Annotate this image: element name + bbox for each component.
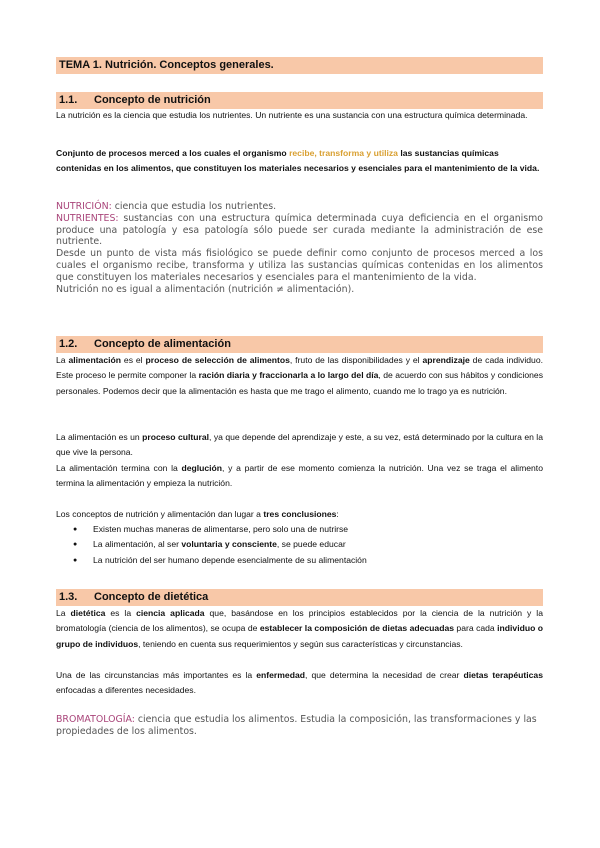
text: es el — [121, 355, 146, 365]
bold-text: ciencia aplicada — [136, 608, 205, 618]
section-number: 1.1. — [59, 94, 78, 106]
nutrition-intro: La nutrición es la ciencia que estudia los nutrientes. Un nutriente es una sustancia con una estructura química determinada. — [56, 110, 528, 120]
text: La alimentación termina con la — [56, 463, 182, 473]
dietetica-para-1 — [56, 606, 543, 652]
text: ciencia que estudia los nutrientes. — [111, 201, 277, 212]
text: enfocadas a diferentes necesidades. — [56, 685, 196, 696]
list-item — [56, 537, 543, 552]
text: , y a partir de ese momento comienza la nutrición. Una vez se traga el alimento termina la alimentación y empieza la nutrición. — [56, 463, 543, 489]
text: las sustancias químicas contenidas en los alimentos, que constituyen los materiales necesarios y esenciales para el mantenimiento de la vida. — [56, 148, 540, 174]
text: ciencia que estudia los alimentos. Estudia la composición, las transformaciones y las propiedades de los alimentos. — [56, 714, 537, 737]
section-1-1-heading — [56, 92, 543, 109]
nutrientes-definition — [56, 213, 543, 248]
text: : — [336, 509, 339, 519]
bold-text: establecer la composición de dietas adecuadas — [259, 623, 454, 634]
bold-text: tres conclusiones — [263, 509, 337, 519]
bold-text: dietas terapéuticas — [463, 670, 543, 680]
nutrition-not-food: Nutrición no es igual a alimentación (nutrición ≠ alimentación). — [56, 283, 355, 295]
text: La — [56, 355, 69, 365]
document-title — [56, 57, 543, 74]
definitions-block — [56, 201, 543, 295]
section-number: 1.3. — [59, 591, 78, 603]
section-number: 1.2. — [59, 338, 78, 350]
physiological-definition: Desde un punto de vista más fisiológico se puede definir como conjunto de procesos merced a los cuales el organismo recibe, transforma y utiliza las sustancias químicas contenidas en los alimentos que constituyen los materiales necesarios y esenciales para el mantenimiento de la vida. — [56, 248, 543, 283]
text: Una de las circunstancias más importantes es la — [56, 670, 257, 680]
bold-text: aprendizaje — [422, 355, 470, 365]
text: La alimentación, al ser — [93, 539, 182, 550]
nutricion-definition — [56, 201, 543, 213]
text: , fruto de las disponibilidades y el — [289, 355, 423, 365]
section-1-2-heading — [56, 336, 543, 353]
alimentacion-para-3 — [56, 461, 543, 492]
bold-text: deglución — [181, 463, 223, 473]
bold-text: proceso de selección de alimentos — [145, 355, 290, 365]
bold-text: individuo o grupo de individuos — [56, 623, 544, 649]
text: Los conceptos de nutrición y alimentación dan lugar a — [56, 509, 264, 519]
text: , se puede educar — [276, 539, 346, 550]
term: BROMATOLOGÍA: — [56, 714, 135, 725]
title-text: TEMA 1. Nutrición. Conceptos generales. — [59, 59, 274, 71]
bold-text: ración diaria y fraccionarla a lo largo del día — [198, 370, 379, 381]
alimentacion-para-2 — [56, 430, 543, 461]
bold-text: enfermedad — [256, 670, 305, 680]
text: para cada — [454, 623, 498, 634]
section-1-3-heading — [56, 589, 543, 606]
text: que, basándose en los principios establecidos por la ciencia de la nutrición y la bromatología (ciencia de los alimentos), se ocupa de — [56, 608, 543, 634]
text: , ya que depende del aprendizaje y este, a su vez, está determinado por la cultura en la que vive la persona. — [56, 432, 543, 458]
bold-text: proceso cultural — [142, 432, 210, 442]
text: , que determina la necesidad de crear — [304, 670, 464, 680]
term: NUTRIENTES: — [56, 212, 119, 224]
text: La — [56, 608, 71, 618]
highlight-text: recibe, transforma y utiliza — [289, 148, 398, 158]
conclusions-intro — [56, 507, 543, 522]
section-title: Concepto de nutrición — [94, 94, 211, 106]
section-title: Concepto de dietética — [94, 591, 209, 603]
text: Conjunto de procesos merced a los cuales el organismo — [56, 148, 290, 158]
text: de cada individuo. Este proceso le permite componer la — [56, 355, 543, 381]
section-title: Concepto de alimentación — [94, 338, 231, 350]
nutrition-definition — [56, 146, 543, 177]
bold-text: alimentación — [68, 355, 122, 365]
alimentacion-para-1 — [56, 353, 543, 399]
text: , de acuerdo con sus hábitos y condiciones personales. Podemos decir que la alimentación es hasta que me trago el alimento, cuando me lo trago ya es nutrición. — [56, 370, 544, 396]
bold-text: dietética — [70, 608, 106, 618]
text: sustancias con una estructura química determinada cuya deficiencia en el organismo produce una patología y esa patología sólo puede ser curada mediante la administración de ese nutriente. — [56, 212, 543, 248]
list-item: ● Existen muchas maneras de alimentarse, pero solo una de nutrirse — [56, 522, 543, 537]
bold-text: voluntaria y consciente — [181, 539, 277, 550]
text: es la — [105, 608, 137, 618]
text: La alimentación es un — [56, 432, 143, 442]
bromatologia-definition — [56, 714, 543, 738]
term: NUTRICIÓN: — [56, 201, 112, 212]
conclusions-list — [56, 522, 543, 568]
text: , teniendo en cuenta sus requerimientos y según sus características y circunstancias. — [138, 638, 463, 649]
dietetica-para-2 — [56, 668, 543, 699]
list-item: ● La nutrición del ser humano depende esencialmente de su alimentación — [56, 553, 543, 568]
